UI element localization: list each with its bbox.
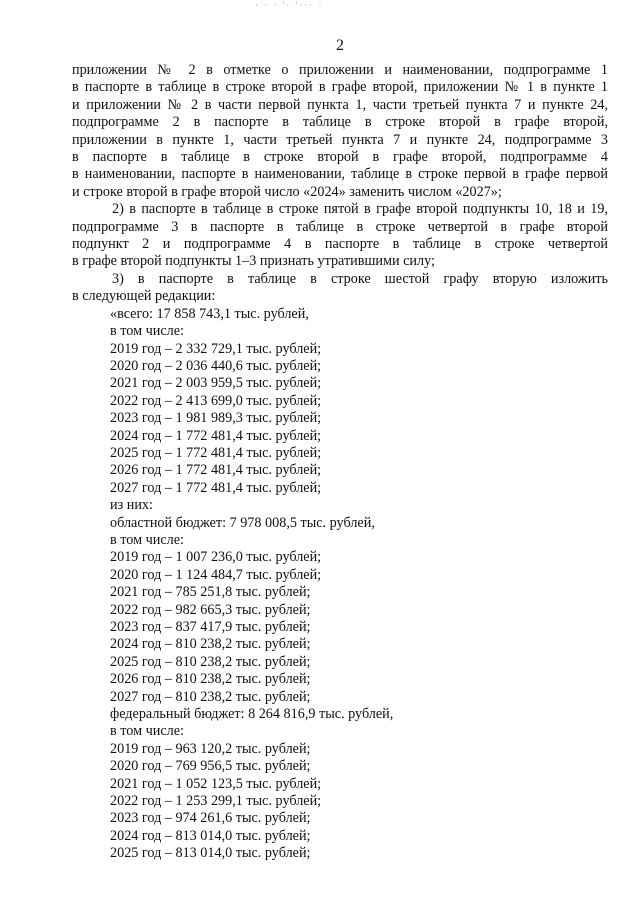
funding-line: 2019 год – 963 120,2 тыс. рублей; xyxy=(110,740,311,757)
paragraph-line: в наименовании, паспорте в наименовании, таблице в строке первой в графе первой xyxy=(72,166,608,183)
funding-line: 2022 год – 2 413 699,0 тыс. рублей; xyxy=(110,392,322,409)
funding-line: 2026 год – 810 238,2 тыс. рублей; xyxy=(110,671,311,688)
paragraph-line: 3) в паспорте в таблице в строке шестой графу вторую изложить xyxy=(112,270,608,287)
paragraph-line: и строке второй в графе второй число «2024» заменить числом «2027»; xyxy=(72,183,502,200)
paragraph-line: в паспорте в таблице в строке второй в графе второй, приложении № 1 в пункте 1 xyxy=(72,79,608,96)
paragraph-2 xyxy=(72,201,608,271)
funding-line: 2022 год – 1 253 299,1 тыс. рублей; xyxy=(110,793,322,810)
funding-line: областной бюджет: 7 978 008,5 тыс. рублей, xyxy=(110,514,375,531)
funding-line: 2025 год – 813 014,0 тыс. рублей; xyxy=(110,845,311,862)
funding-line: 2025 год – 1 772 481,4 тыс. рублей; xyxy=(110,444,322,461)
funding-line: 2021 год – 785 251,8 тыс. рублей; xyxy=(110,584,311,601)
paragraph-line: и приложении № 2 в части первой пункта 1, части третьей пункта 7 и пункте 24, xyxy=(72,96,608,113)
scan-marks: · · · '· '··· · xyxy=(255,0,324,10)
funding-line: 2023 год – 837 417,9 тыс. рублей; xyxy=(110,619,311,635)
funding-line: 2024 год – 810 238,2 тыс. рублей; xyxy=(110,636,311,653)
paragraph-line: подпрограмме 3 в паспорте в таблице в строке четвертой в графе второй xyxy=(72,218,608,235)
paragraph-line: подпрограмме 2 в паспорте в таблице в строке второй в графе второй, xyxy=(72,114,608,131)
funding-line: из них: xyxy=(110,497,153,514)
paragraph-3 xyxy=(72,271,608,306)
funding-line: «всего: 17 858 743,1 тыс. рублей, xyxy=(110,305,309,322)
funding-line: 2024 год – 1 772 481,4 тыс. рублей; xyxy=(110,427,322,444)
funding-list xyxy=(72,306,608,863)
funding-line: 2020 год – 1 124 484,7 тыс. рублей; xyxy=(110,566,322,583)
paragraph-line: в графе второй подпункты 1–3 признать утратившими силу; xyxy=(72,253,435,270)
document-body xyxy=(72,62,608,863)
paragraph-line: подпункт 2 и подпрограмме 4 в паспорте в таблице в строке четвертой xyxy=(72,236,608,253)
funding-line: 2020 год – 2 036 440,6 тыс. рублей; xyxy=(110,357,322,374)
paragraph-line: приложении № 2 в отметке о приложении и наименовании, подпрограмме 1 xyxy=(72,62,608,78)
funding-line: 2023 год – 1 981 989,3 тыс. рублей; xyxy=(110,410,322,427)
paragraph-line: приложении в пункте 1, части третьей пункта 7 и пункте 24, подпрограмме 3 xyxy=(72,131,608,148)
funding-line: 2020 год – 769 956,5 тыс. рублей; xyxy=(110,758,311,775)
funding-line: 2024 год – 813 014,0 тыс. рублей; xyxy=(110,827,311,844)
funding-line: 2019 год – 1 007 236,0 тыс. рублей; xyxy=(110,549,322,566)
funding-line: федеральный бюджет: 8 264 816,9 тыс. рублей, xyxy=(110,706,394,723)
funding-line: 2025 год – 810 238,2 тыс. рублей; xyxy=(110,653,311,670)
funding-line: 2027 год – 810 238,2 тыс. рублей; xyxy=(110,688,311,705)
funding-line: в том числе: xyxy=(110,531,184,548)
funding-line: в том числе: xyxy=(110,323,184,340)
paragraph-line: 2) в паспорте в таблице в строке пятой в графе второй подпункты 10, 18 и 19, xyxy=(112,201,608,218)
funding-line: 2026 год – 1 772 481,4 тыс. рублей; xyxy=(110,462,322,479)
funding-line: в том числе: xyxy=(110,723,184,740)
page-number: 2 xyxy=(336,37,344,54)
funding-line: 2022 год – 982 665,3 тыс. рублей; xyxy=(110,601,311,618)
funding-line: 2021 год – 1 052 123,5 тыс. рублей; xyxy=(110,775,322,792)
funding-line: 2019 год – 2 332 729,1 тыс. рублей; xyxy=(110,340,322,357)
funding-line: 2021 год – 2 003 959,5 тыс. рублей; xyxy=(110,375,322,392)
paragraph-line: в паспорте в таблице в строке второй в графе второй, подпрограмме 4 xyxy=(72,149,608,166)
paragraph-1 xyxy=(72,62,608,201)
funding-line: 2023 год – 974 261,6 тыс. рублей; xyxy=(110,810,311,827)
funding-line: 2027 год – 1 772 481,4 тыс. рублей; xyxy=(110,479,322,496)
paragraph-line: в следующей редакции: xyxy=(72,288,216,305)
